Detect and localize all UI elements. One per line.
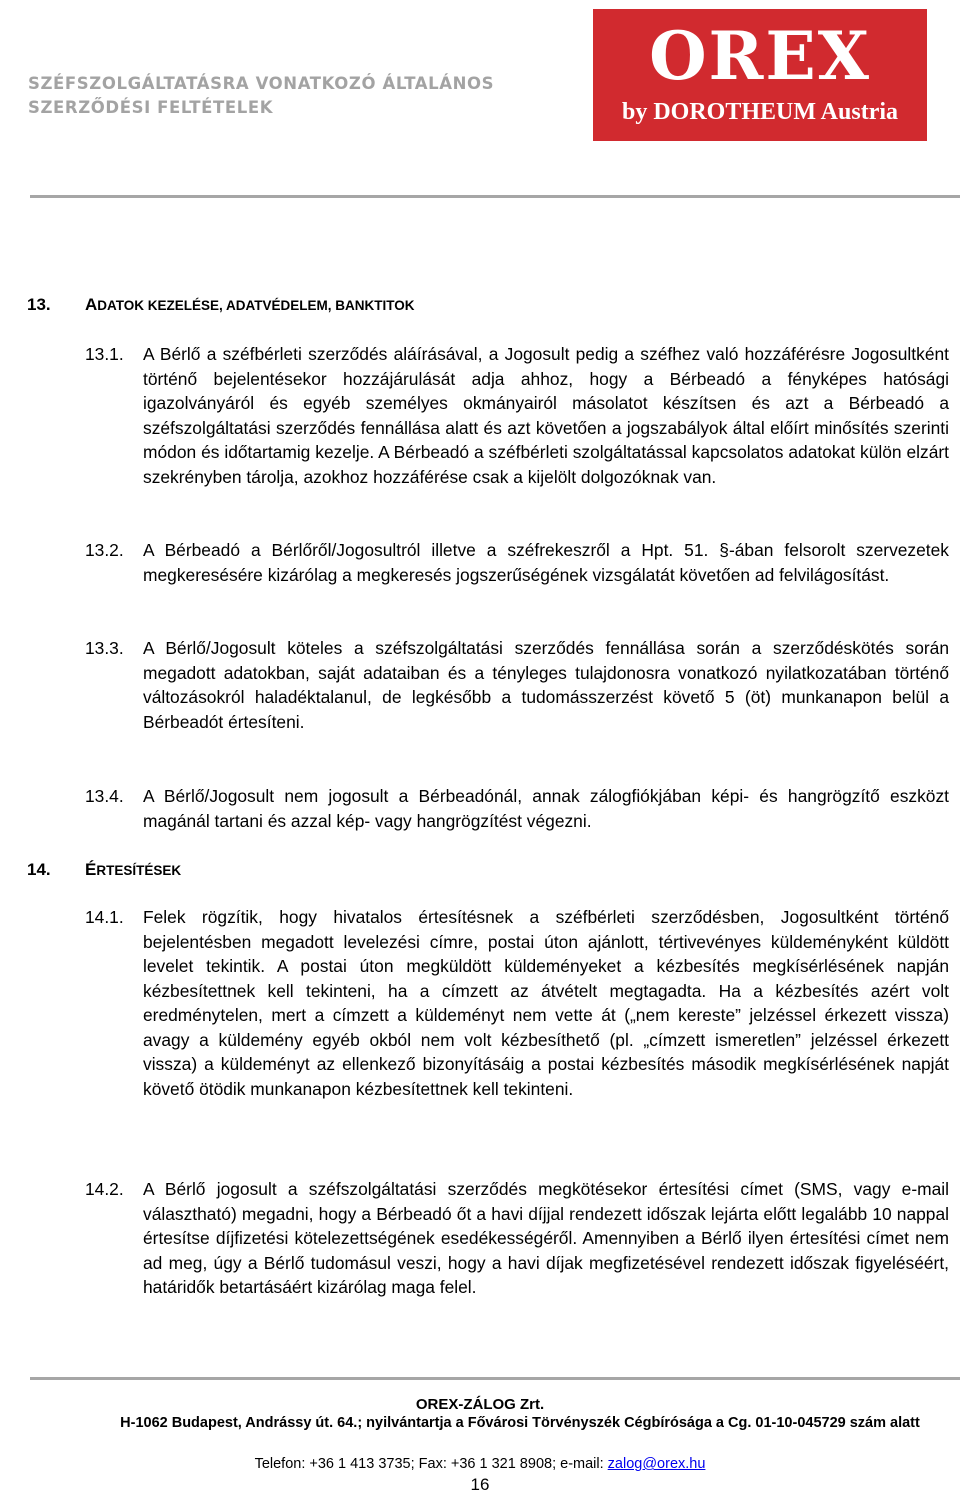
paragraph-number: 14.2. [85, 1179, 124, 1199]
logo-wordmark: OREX [649, 17, 871, 95]
footer-contact [0, 1455, 960, 1473]
logo-subtitle: by DOROTHEUM Austria [621, 99, 899, 125]
document-title-line2: SZERZŐDÉSI FELTÉTELEK [28, 98, 274, 117]
page-number: 16 [470, 1475, 490, 1494]
footer-divider [30, 1377, 960, 1380]
paragraph-14-1 [85, 905, 949, 1101]
document-title [28, 72, 568, 120]
document-title-line1: SZÉFSZOLGÁLTATÁSRA VONATKOZÓ ÁLTALÁNOS [28, 74, 495, 93]
paragraph-13-2 [85, 538, 949, 587]
paragraph-14-2 [85, 1177, 949, 1300]
paragraph-13-3 [85, 636, 949, 734]
paragraph-text: A Bérlő/Jogosult köteles a széfszolgáltatási szerződés fennállása során a szerződéskötés során megadott adatokban, saját adataiban és a tényleges tulajdonosra vonatkozó nyilatkozatában történő változásokról haladéktalanul, de legkésőbb a tudomásszerzést követő 5 (öt) munkanapon belül a Bérbeadót értesíteni. [143, 638, 949, 732]
paragraph-number: 13.2. [85, 540, 124, 560]
section-heading-14 [27, 858, 181, 883]
paragraph-13-1 [85, 342, 949, 489]
paragraph-text: A Bérlő jogosult a széfszolgáltatási szerződés megkötésekor értesítési címet (SMS, vagy e-mail választható) megadni, hogy a Bérbeadó őt a havi díjjal rendezett időszak lejárta előtt legalább 10 nappal értesítse díjfizetési kötelezettségének esedékességéről. Amennyiben a Bérlő ilyen értesítési címet nem ad meg, úgy a Bérlő tudomásul veszi, hogy a havi díjak megfizetésével rendezett időszak figyeléséért, határidők betartásáért kizárólag maga felel. [143, 1179, 949, 1297]
paragraph-13-4 [85, 784, 949, 833]
section-heading-13 [27, 293, 415, 318]
paragraph-number: 13.1. [85, 344, 124, 364]
section-title-rest: RTESÍTÉSEK [96, 863, 182, 878]
paragraph-text: A Bérlő a széfbérleti szerződés aláírásával, a Jogosult pedig a széfhez való hozzáférésre Jogosultként történő bejelentésekor hozzájárulását adja ahhoz, hogy a Bérbeadó a fényképes hatósági igazolványáról és egyéb személyes okmányairól másolatot készítsen és azt a Bérbeadó a széfszolgáltatási szerződés fennállása alatt és azt követően a jogszabályok által előírt minősítés szerinti módon és időtartamig kezelje. A Bérbeadó a széfbérleti szolgáltatással kapcsolatos adatokat külön elzárt szekrényben tárolja, azokhoz hozzáférése csak a kijelölt dolgozóknak van. [143, 344, 949, 487]
section-number: 14. [27, 860, 51, 879]
section-title-initial: A [85, 295, 98, 314]
paragraph-number: 14.1. [85, 907, 124, 927]
header-divider [30, 195, 960, 198]
page-header [0, 0, 960, 200]
section-title-rest: DATOK KEZELÉSE, ADATVÉDELEM, BANKTITOK [97, 298, 415, 313]
section-number: 13. [27, 295, 51, 314]
paragraph-text: A Bérbeadó a Bérlőről/Jogosultról illetve a széfrekeszről a Hpt. 51. §-ában felsorolt szervezetek megkeresésére kizárólag a megkeresés jogszerűségének vizsgálatát követően ad felvilágosítást. [143, 540, 949, 585]
email-link[interactable]: zalog@orex.hu [607, 1456, 706, 1472]
paragraph-number: 13.3. [85, 638, 124, 658]
orex-logo [593, 9, 927, 141]
paragraph-text: Felek rögzítik, hogy hivatalos értesítésnek a széfbérleti szerződésben, Jogosultként történő bejelentésben megadott levelezési címre, postai úton ajánlott, tértivevényes küldeményként küldött levelet tekintik. A postai úton megküldött küldeményeket a kézbesítés megkísérlésének napján kézbesítettnek kell tekinteni, ha a címzett az átvételt megtagadta. Ha a kézbesítés azért volt eredménytelen, mert a címzett a küldeményt nem vette át („nem kereste” jelzéssel érkezett vissza) avagy a küldemény egyéb okból nem volt kézbesíthető (pl. „címzett ismeretlen” jelzéssel érkezett vissza) a küldeményt az ellenkező bizonyításáig a postai kézbesítés második megkísérlésének napját követő ötödik munkanapon kézbesítettnek kell tekinteni. [143, 907, 949, 1099]
footer-company: OREX-ZÁLOG Zrt. [415, 1396, 545, 1413]
footer-contact-text: Telefon: +36 1 413 3735; Fax: +36 1 321 8908; e-mail: [254, 1456, 608, 1472]
footer-address: H-1062 Budapest, Andrássy út. 64.; nyilvántartja a Fővárosi Törvényszék Cégbírósága a Cg. 01-10-045729 szám alatt [120, 1415, 920, 1431]
section-title-initial: É [85, 860, 97, 879]
paragraph-text: A Bérlő/Jogosult nem jogosult a Bérbeadónál, annak zálogfiókjában képi- és hangrögzítő eszközt magánál tartani és azzal kép- vagy hangrögzítést végezni. [143, 786, 949, 831]
paragraph-number: 13.4. [85, 786, 124, 806]
